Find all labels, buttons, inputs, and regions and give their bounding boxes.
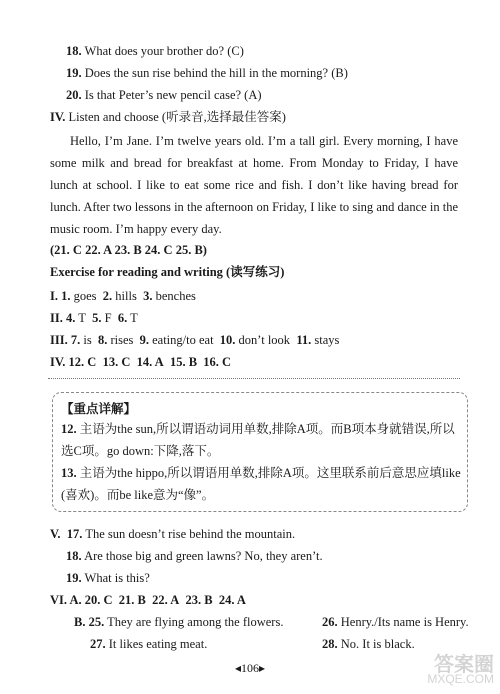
item-text: Are those big and green lawns? No, they aren’t.: [84, 549, 323, 563]
item-text: The sun doesn’t rise behind the mountain.: [85, 527, 296, 541]
answer-value: don’t look: [238, 333, 291, 347]
part-label: A.: [69, 593, 82, 607]
part-label: B.: [74, 615, 86, 629]
item-number: 27.: [90, 637, 106, 651]
answer-number: 5.: [92, 311, 102, 325]
item-text: No. It is black.: [340, 637, 415, 651]
explanation-text: 主语为the sun,所以谓语动词用单数,排除A项。而B项本身就错误,所以: [79, 422, 455, 436]
reading-writing-heading: Exercise for reading and writing (读写练习): [50, 265, 285, 279]
section-title: Listen and choose (听录音,选择最佳答案): [68, 110, 286, 124]
item-number: 19.: [66, 571, 82, 585]
answer-number: 2.: [102, 289, 113, 303]
answer-number: 21.: [118, 593, 135, 607]
answer-number: 20.: [84, 593, 101, 607]
item-number: 26.: [322, 615, 338, 629]
answer-number: 7.: [70, 333, 81, 347]
answer-number: 10.: [219, 333, 236, 347]
section-vi-b-27: [90, 636, 207, 652]
answer-value: T: [78, 311, 86, 325]
listening-answers: (21. C 22. A 23. B 24. C 25. B): [50, 243, 207, 257]
rw-row-iii: [50, 332, 339, 348]
answer-value: A: [154, 355, 164, 369]
answer-number: 6.: [117, 311, 128, 325]
section-v-17: [50, 526, 295, 542]
answer-value: eating/to eat: [152, 333, 214, 347]
item-text: They are flying among the flowers.: [107, 615, 284, 629]
item-text: Is that Peter’s new pencil case? (A): [84, 88, 262, 102]
item-text: It likes eating meat.: [108, 637, 208, 651]
answer-number: 1.: [61, 289, 71, 303]
answer-number: 3.: [143, 289, 153, 303]
answer-number: 23.: [185, 593, 202, 607]
answer-value: A: [170, 593, 180, 607]
rw-row-ii: [50, 310, 138, 326]
answer-value: B: [137, 593, 146, 607]
page-number: ◂106▸: [234, 661, 266, 675]
answer-value: C: [103, 593, 113, 607]
section-label: V.: [50, 527, 61, 541]
item-text: What does your brother do? (C): [84, 44, 244, 58]
answer-value: rises: [110, 333, 134, 347]
section-number: IV.: [50, 110, 66, 124]
item-text: Henry./Its name is Henry.: [340, 615, 469, 629]
row-label: I.: [50, 289, 58, 303]
explanation-text: 主语为the hippo,所以谓语用单数,排除A项。这里联系前后意思应填like: [79, 466, 461, 480]
row-label: III.: [50, 333, 68, 347]
answer-number: 12.: [68, 355, 85, 369]
section-vi-b-25: [74, 614, 283, 630]
box-title: 【重点详解】: [61, 402, 137, 416]
item-18: [66, 43, 244, 59]
answer-value: benches: [155, 289, 196, 303]
section-v-19: [66, 570, 150, 586]
item-number: 28.: [322, 637, 338, 651]
answer-value: A: [236, 593, 246, 607]
explanation-12-line1: [61, 421, 455, 437]
section-vi-a: [50, 592, 246, 608]
section-vi-b-26: [322, 614, 469, 630]
item-19: [66, 65, 348, 81]
item-number: 18.: [66, 44, 82, 58]
item-number: 19.: [66, 66, 82, 80]
answer-number: 11.: [296, 333, 312, 347]
section-label: VI.: [50, 593, 68, 607]
section-iv-heading: [50, 109, 286, 125]
watermark-text: 答案圈: [434, 654, 494, 676]
watermark-logo: [414, 648, 494, 692]
item-20: [66, 87, 262, 103]
row-label: II.: [50, 311, 63, 325]
answer-number: 13.: [102, 355, 119, 369]
key-explanation-box: [52, 392, 468, 512]
answer-number: 9.: [139, 333, 149, 347]
item-text: Does the sun rise behind the hill in the morning? (B): [84, 66, 348, 80]
answer-number: 8.: [97, 333, 108, 347]
explanation-number: 12.: [61, 422, 77, 436]
explanation-13-line1: [61, 465, 461, 481]
answer-number: 15.: [169, 355, 186, 369]
watermark-url: MXQE.COM: [427, 672, 494, 686]
item-number: 18.: [66, 549, 82, 563]
answer-number: 16.: [203, 355, 219, 369]
item-text: What is this?: [84, 571, 150, 585]
answer-value: F: [104, 311, 112, 325]
answer-value: stays: [314, 333, 340, 347]
answer-value: hills: [115, 289, 137, 303]
item-number: 17.: [66, 527, 83, 541]
rw-row-i: [50, 288, 196, 304]
listening-passage: Hello, I’m Jane. I’m twelve years old. I’m a tall girl. Every morning, I have some milk and bread for breakfast at home. From Monday to Friday, I have lunch at school. I like to eat some rice and fish. I don’t like having bread for lunch. After two lessons in the afternoon on Friday, I like to sing and dance in the music room. I’m happy every day.: [50, 134, 458, 236]
answer-value: is: [83, 333, 92, 347]
answer-number: 24.: [218, 593, 235, 607]
section-v-18: [66, 548, 323, 564]
explanation-13-line2: (喜欢)。而be like意为“像”。: [61, 488, 215, 502]
section-divider: [48, 378, 460, 379]
answer-value: B: [188, 355, 198, 369]
answer-value: C: [121, 355, 131, 369]
answer-value: B: [204, 593, 213, 607]
row-label: IV.: [50, 355, 66, 369]
section-vi-b-28: [322, 636, 415, 652]
explanation-12-line2: 选C项。go down:下降,落下。: [61, 444, 220, 458]
answer-value: T: [130, 311, 138, 325]
answer-value: C: [87, 355, 97, 369]
answer-number: 4.: [65, 311, 76, 325]
item-number: 20.: [66, 88, 82, 102]
answer-number: 22.: [152, 593, 168, 607]
answer-value: C: [222, 355, 232, 369]
rw-row-iv: [50, 354, 231, 370]
item-number: 25.: [88, 615, 105, 629]
explanation-number: 13.: [61, 466, 77, 480]
answer-value: goes: [73, 289, 97, 303]
answer-number: 14.: [136, 355, 153, 369]
